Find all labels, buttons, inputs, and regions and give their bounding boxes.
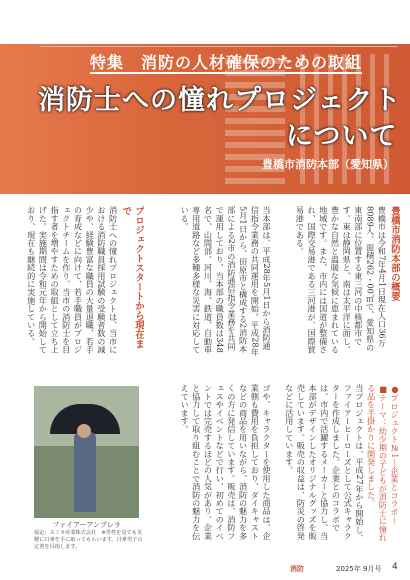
collab-column (154, 384, 272, 546)
header-banner (0, 44, 410, 194)
project-text: 消防士への憧れプロジェクトは、当市における消防職員採用試験の受験者数の減少や、経験豊富な職員の大量退職、若手の育成などに向けて、若手職員がプロジェクトチームを作り、当市の消防士を目指す者を増やすための取組として立ち上げた。実施期間は令和元年から開始しており、現在も継続的に実施している。 (26, 206, 119, 354)
page-footer (0, 556, 410, 580)
umbrella-photo (34, 386, 139, 518)
page-number: 4 (392, 562, 398, 572)
banner-rule (40, 46, 398, 47)
photo-caption-note: 協定：スミオ産業株式会社 ※男性を見ても気軽に日傘を手に取ってもらいます。日傘男子の定着を目指します。 (34, 530, 143, 550)
collab-text: ゴや、キャラクターを使用した商品は、企業側も費用を負担しており、ダイキャストなどの商品を用いながら、消防の魅力を多くの方に発信しています。販売は、消防フェスやイベントなどで行い、初めてのイベントでは完売するほどの人気があり、企業と協力して取り組むことで消防の魅力を伝えています。 (180, 384, 272, 540)
article-author: 豊橋市消防本部（愛知県） (262, 158, 394, 171)
bullet-subheading: ■テーマ：幼少期の子どもが消防士に憧れる品を手掛かりに開発しました。 (366, 384, 389, 542)
photo-caption-title: ファイアーアンブレラ (52, 521, 121, 529)
bullet-column (282, 384, 400, 546)
overview-heading: 豊橋市消防本部の概要 (389, 206, 400, 301)
overview-text: 豊橋市は令和7年4月1日現在人口36万8089人、面積262・00㎡で、愛知県の東南部に位置する東三河の中核都市です。東は静岡県と、南は太平洋に面し、豊かな自然と温暖な気候に恵まれている地域です。また、市内には国道が整備され、国際交易港である三河港が、国際貿易港である。 (295, 206, 388, 354)
bullet-heading: ●プロジェクト№1～企業とコラボ～ (390, 384, 400, 525)
article-title: 消防士への憧れプロジェクト (38, 85, 402, 116)
issue-date: 2025年 9月号 (336, 565, 382, 573)
article-title-line2: について (286, 121, 398, 152)
overview-column (282, 206, 400, 356)
overview-column-2 (154, 206, 272, 356)
magazine-name: 消防 (290, 565, 304, 573)
project-column (18, 206, 144, 356)
feature-kicker: 特集 消防の人材確保のための取組 (90, 53, 363, 72)
overview-text-2: 当本部は、平成28年5月1日から消防通信指令業務の共同運用を開始。平成28年5月1日から、田原市と構成する2消防本部による2市の消防通信指令業務を共同で運用しており、当本部の職員数は348名で、山間部、河川、海、鉄道、自動車専用道路など多種多様な災害に対応している。 (180, 206, 272, 356)
project-heading: プロジェクトスタートから現在まで (120, 206, 144, 349)
bullet-text: 当プロジェクトは、平成27年から開始し、ファイアーヒーローズとして公式キャラクターを作成しました。企業とのコラボでは、市内で活躍するメーカーと協力し、当本部がデザインしたオリジナルグッズを販売しています。販売の収益は、防災の啓発などに活用しています。 (284, 384, 365, 543)
